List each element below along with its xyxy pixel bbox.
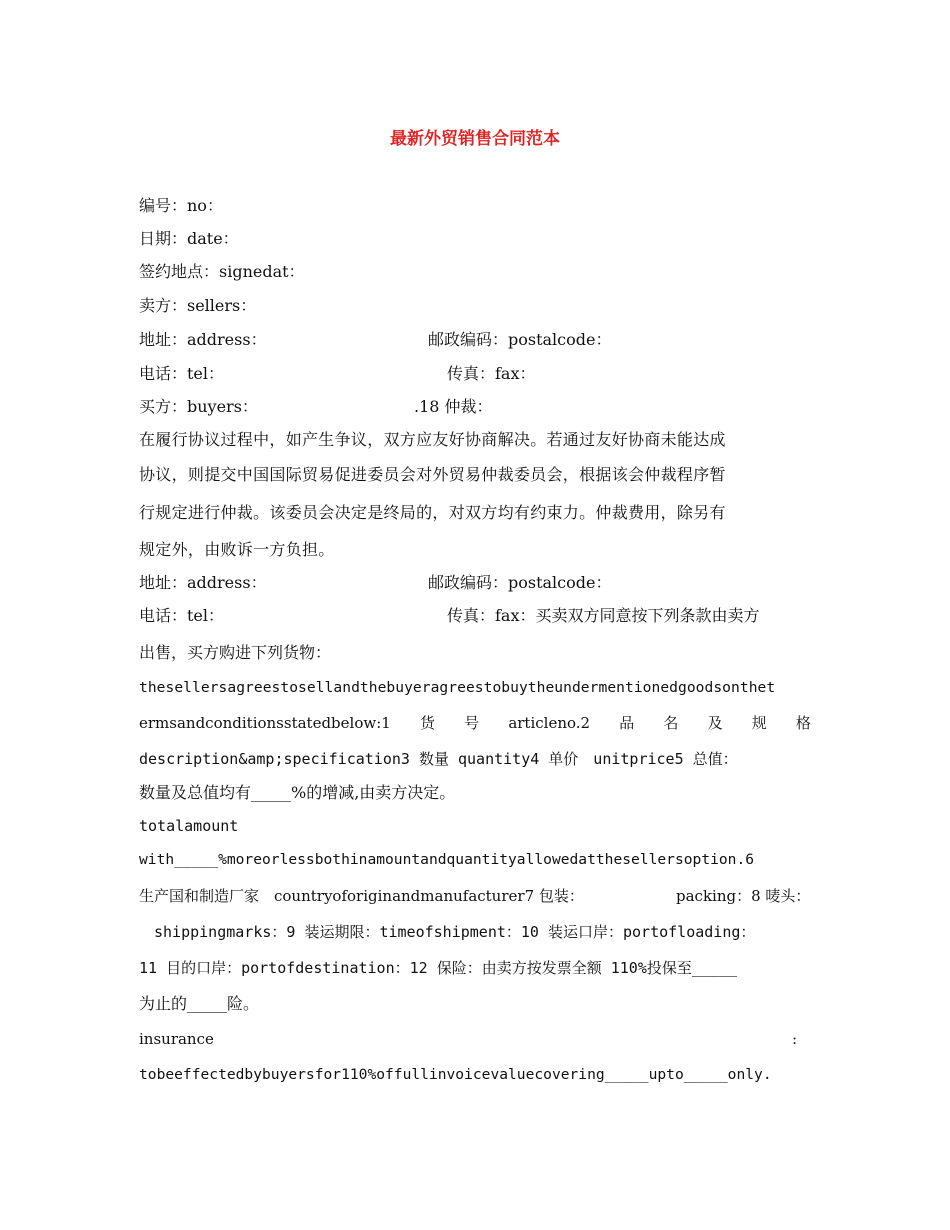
buyers-label: 买方：buyers： [139, 397, 258, 416]
terms-insurance-cn: 为止的_____险。 [139, 994, 260, 1013]
terms-description-line: description&amp;specification3 数量 quantity4 单价 unitprice5 总值： [139, 750, 738, 768]
terms-quantity-tolerance-cn: 数量及总值均有_____%的增减,由卖方决定。 [139, 783, 456, 802]
arbitration-paragraph-line: 协议，则提交中国国际贸易促进委员会对外贸易仲裁委员会，根据该会仲裁程序暂 [139, 465, 726, 484]
terms-total-amount: totalamount [139, 817, 239, 835]
buyer-address-label: 地址：address： [139, 573, 267, 592]
arbitration-paragraph-line: 行规定进行仲裁。该委员会决定是终局的，对双方均有约束力。仲裁费用，除另有 [139, 503, 726, 522]
arbitration-paragraph-line: 在履行协议过程中，如产生争议，双方应友好协商解决。若通过友好协商未能达成 [139, 430, 726, 449]
sellers-line: 卖方：sellers： [139, 296, 257, 315]
seller-fax-label: 传真：fax： [447, 364, 536, 383]
terms-marks: packing：8 唛头： [676, 887, 811, 905]
date-line: 日期：date： [139, 229, 239, 248]
terms-insurance-en: tobeeffectedbybuyersfor110%offullinvoicevaluecovering_____upto_____only. [139, 1066, 772, 1083]
terms-segment: 品 [619, 714, 635, 732]
arbitration-heading: .18 仲裁： [414, 397, 493, 416]
terms-segment: 及 [707, 714, 723, 732]
terms-segment: 名 [663, 714, 679, 732]
terms-origin-packing: 生产国和制造厂家 countryoforiginandmanufacturer7 包装： [139, 887, 584, 905]
terms-quantity-tolerance-en: with_____%moreorlessbothinamountandquantityallowedatthesellersoption.6 [139, 851, 755, 868]
terms-shipment-line: shippingmarks：9 装运期限：timeofshipment：10 装运口岸：portofloading： [139, 923, 756, 941]
seller-postalcode-label: 邮政编码：postalcode： [428, 330, 612, 349]
terms-segment: 规 [751, 714, 767, 732]
signed-at-line: 签约地点：signedat： [139, 262, 305, 281]
terms-segment: 号 [464, 714, 480, 732]
terms-segment: ermsandconditionsstatedbelow:1 [139, 714, 391, 732]
terms-segment: 格 [795, 714, 811, 732]
document-title: 最新外贸销售合同范本 [390, 129, 560, 149]
buyer-tel-label: 电话：tel： [139, 606, 225, 625]
terms-insurance-label: insurance [139, 1030, 214, 1048]
contract-no-line: 编号：no： [139, 196, 223, 215]
terms-destination-insurance: 11 目的口岸：portofdestination：12 保险：由卖方按发票全额 110%投保至_____ [139, 959, 738, 977]
goods-intro-line: 出售，买方购进下列货物： [139, 643, 332, 662]
terms-item-line [139, 713, 811, 733]
buyer-postalcode-label: 邮政编码：postalcode： [428, 573, 612, 592]
terms-segment: 货 [419, 714, 435, 732]
buyer-fax-label: 传真：fax：买卖双方同意按下列条款由卖方 [447, 606, 760, 625]
seller-tel-label: 电话：tel： [139, 364, 225, 383]
terms-insurance-colon: : [792, 1030, 798, 1048]
terms-segment: articleno.2 [508, 714, 591, 732]
seller-address-label: 地址：address： [139, 330, 267, 349]
arbitration-paragraph-line: 规定外，由败诉一方负担。 [139, 540, 335, 559]
terms-english-line: thesellersagreestosellandthebuyeragreestobuytheundermentionedgoodsonthet [139, 679, 776, 696]
